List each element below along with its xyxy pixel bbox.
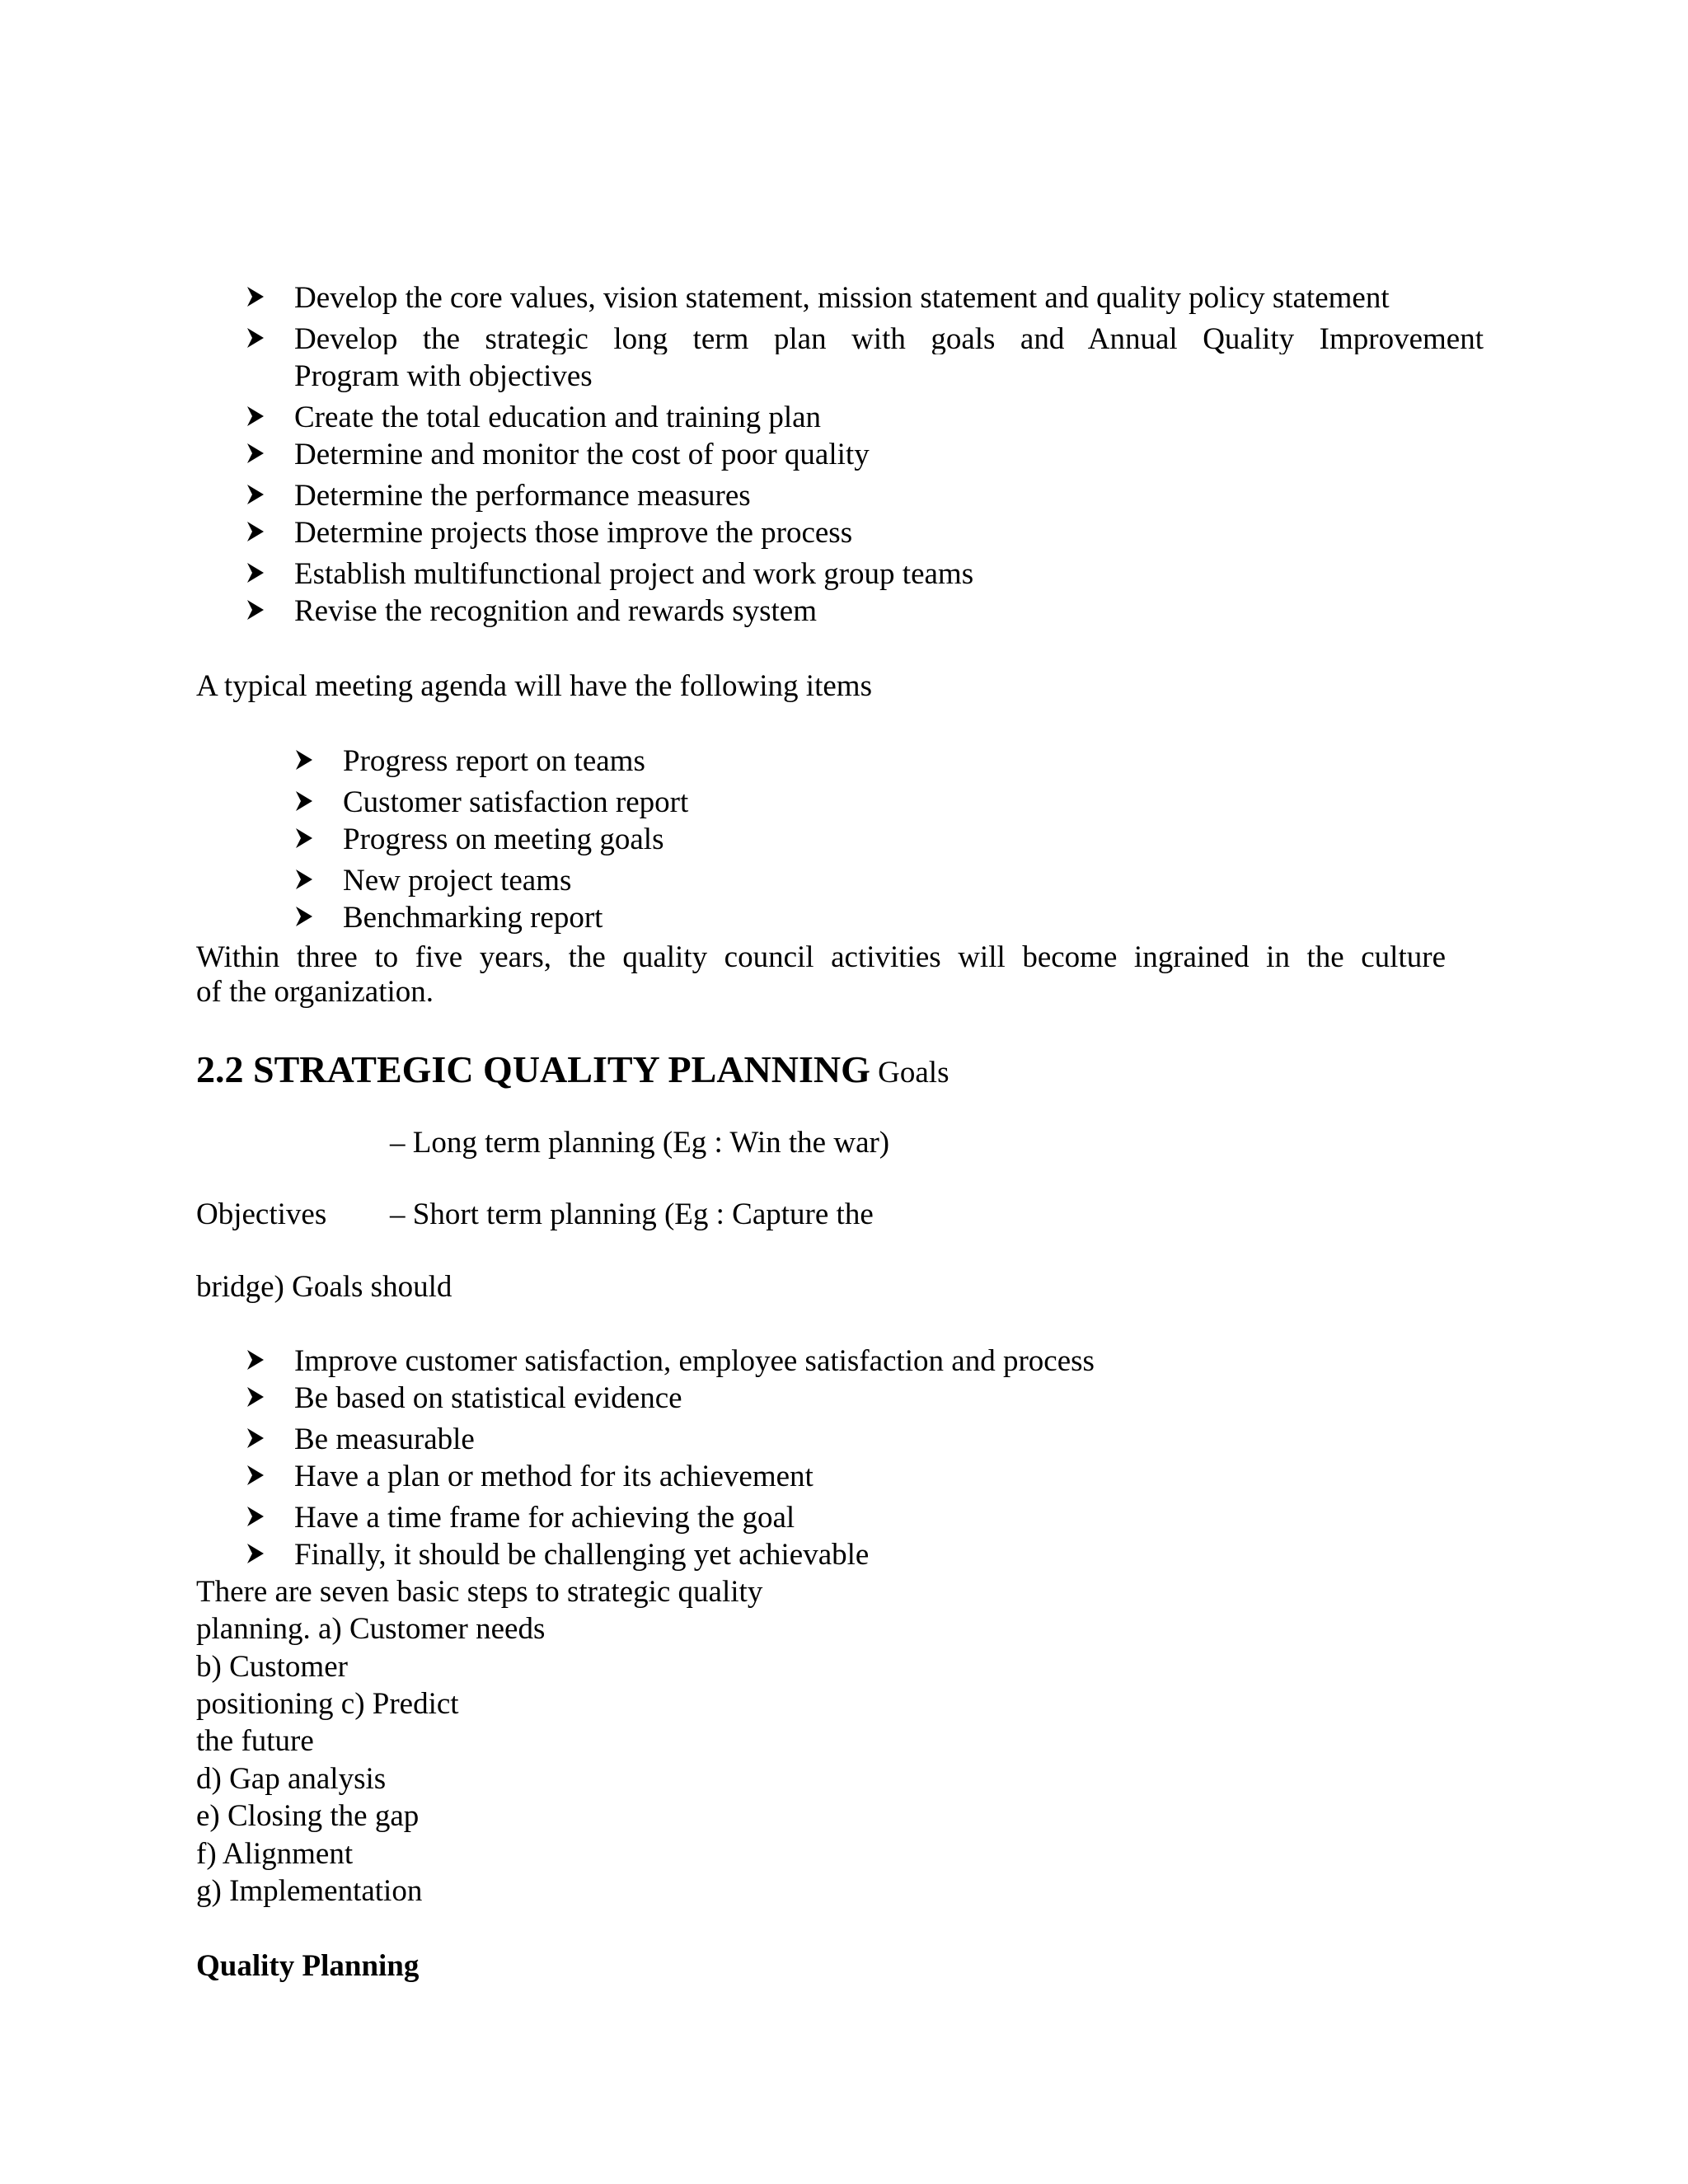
arrow-bullet-icon bbox=[246, 1426, 265, 1451]
document-page: Develop the core values, vision statement, mission statement and quality policy statement Develop the strategic long term plan with goals and Annual Quality Improvement Program with objectives Create the total education and training plan Determine and monitor the cost of poor quality Determine the performance measures Determine projects those improve the process Establish multifunctional project and work group teams Revise the recognition and rewards system A typical meeting agenda will have the following items Progress report on teams Customer satisfaction report Progress on meeting goals New project teams Benchmarking report Within three to five years, the quality council activities will become ingrained in the culture of the organization. 2.2 STRATEGIC QUALITY PLANNING Goals – Long term planning (Eg : Win the war) Objectives – Short term planning (Eg : Capture the bridge) Goals should Improve customer satisfaction, employee satisfaction and process Be based on statistical evidence Be measurable Have a plan or method for its achievement Have a time frame for achieving the goal Finally, it should be challenging yet achievable There are seven basic steps to strategic quality planning. a) Customer needs b) Customer positioning c) Predict the future d) Gap analysis e) Closing the gap f) Alignment g) Implementation Quality Planning bbox=[196, 281, 1484, 1983]
arrow-bullet-icon bbox=[246, 441, 265, 466]
steps-line: planning. a) Customer needs bbox=[196, 1612, 546, 1646]
conclusion-line: Within three to five years, the quality council activities will become ingrained in the culture bbox=[196, 940, 1446, 974]
arrow-bullet-icon bbox=[246, 1541, 265, 1566]
arrow-bullet-icon bbox=[246, 1463, 265, 1488]
arrow-bullet-icon bbox=[246, 519, 265, 544]
steps-line: b) Customer bbox=[196, 1650, 348, 1684]
conclusion-line: of the organization. bbox=[196, 975, 434, 1009]
arrow-bullet-icon bbox=[246, 1504, 265, 1529]
steps-line: g) Implementation bbox=[196, 1874, 423, 1908]
goals-definition: – Long term planning (Eg : Win the war) bbox=[390, 1126, 890, 1160]
steps-line: There are seven basic steps to strategic quality bbox=[196, 1575, 763, 1609]
arrow-bullet-icon bbox=[246, 560, 265, 585]
arrow-bullet-icon bbox=[246, 326, 265, 350]
arrow-bullet-icon bbox=[246, 1347, 265, 1372]
arrow-bullet-icon bbox=[246, 598, 265, 622]
subheading-quality-planning: Quality Planning bbox=[196, 1949, 420, 1983]
steps-line: positioning c) Predict bbox=[196, 1687, 459, 1721]
list-item-continuation: Program with objectives bbox=[294, 359, 593, 393]
arrow-bullet-icon bbox=[294, 867, 314, 892]
arrow-bullet-icon bbox=[246, 404, 265, 429]
objectives-label: Objectives bbox=[196, 1197, 327, 1231]
arrow-bullet-icon bbox=[294, 789, 314, 813]
goals-should-line: bridge) Goals should bbox=[196, 1270, 452, 1304]
section-heading: 2.2 STRATEGIC QUALITY PLANNING Goals bbox=[196, 1048, 950, 1090]
steps-line: the future bbox=[196, 1724, 314, 1758]
arrow-bullet-icon bbox=[246, 284, 265, 309]
arrow-bullet-icon bbox=[294, 826, 314, 851]
arrow-bullet-icon bbox=[246, 482, 265, 507]
steps-line: f) Alignment bbox=[196, 1837, 354, 1871]
arrow-bullet-icon bbox=[294, 748, 314, 772]
objectives-definition: – Short term planning (Eg : Capture the bbox=[390, 1197, 874, 1231]
steps-line: d) Gap analysis bbox=[196, 1762, 387, 1796]
arrow-bullet-icon bbox=[294, 904, 314, 929]
arrow-bullet-icon bbox=[246, 1385, 265, 1409]
agenda-intro: A typical meeting agenda will have the following items bbox=[196, 669, 872, 703]
steps-line: e) Closing the gap bbox=[196, 1799, 420, 1833]
